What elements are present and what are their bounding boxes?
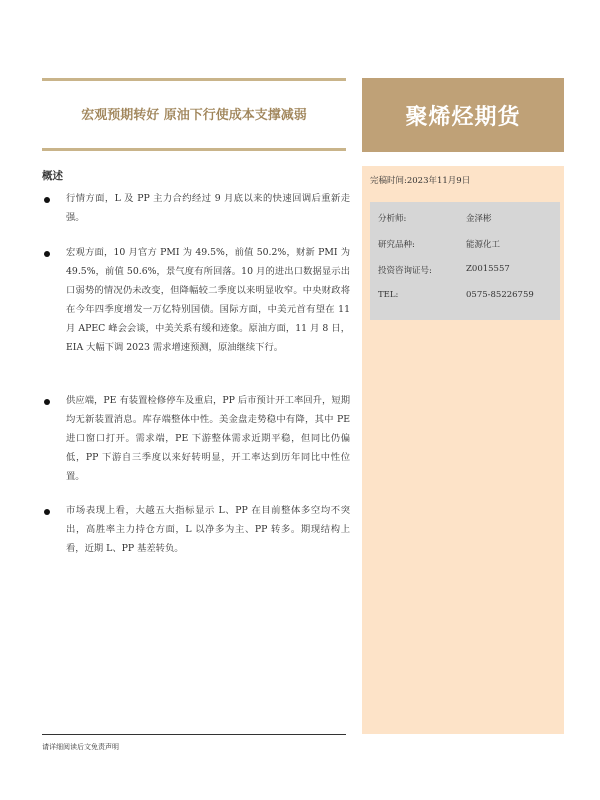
info-row-license: [378, 264, 510, 276]
info-row-category: [378, 238, 501, 250]
brand-banner: [362, 78, 564, 152]
side-panel: [362, 166, 564, 734]
bullet-dot-icon: [44, 399, 50, 405]
bullet-dot-icon: [44, 251, 50, 257]
info-value: 0575-85226759: [466, 290, 534, 300]
info-label: 研究品种:: [378, 240, 415, 250]
bullet-supply-demand: 供应端，PE 有装置检修停车及重启，PP 后市预计开工率回升，短期均无新装置消息。库存端整体中性。美金盘走势稳中有降，其中 PE 进口窗口打开。需求端，PE 下游整体需求近期平稳，但同比仍偏低，PP 下游自三季度以来好转明显，开工率达到历年同比中性位置。: [66, 395, 350, 482]
overview-heading: 概述: [42, 170, 63, 182]
bullet-market: 行情方面，L 及 PP 主力合约经过 9 月底以来的快速回调后重新走强。: [66, 193, 350, 223]
report-subtitle: 宏观预期转好 原油下行使成本支撑减弱: [81, 108, 307, 123]
info-row-analyst: [378, 212, 492, 224]
bullet-dot-icon: [44, 197, 50, 203]
analyst-info-box: [370, 202, 560, 320]
info-value: 能源化工: [466, 240, 501, 250]
brand-title: 聚烯烃期货: [405, 104, 521, 130]
bullet-market-performance: 市场表现上看，大越五大指标显示 L、PP 在目前整体多空均不突出，高胜率主力持仓方面，L 以净多为主、PP 转多。期现结构上看，近期 L、PP 基差转负。: [66, 505, 350, 554]
info-row-phone: [378, 290, 534, 300]
info-label: TEL:: [378, 290, 399, 300]
bullet-dot-icon: [44, 509, 50, 515]
info-label: 投资咨询证号:: [378, 266, 432, 276]
info-value: Z0015557: [466, 264, 510, 274]
bullet-macro: 宏观方面，10 月官方 PMI 为 49.5%，前值 50.2%，财新 PMI 为 49.5%，前值 50.6%，景气度有所回落。10 月的进出口数据显示出口弱势的情况仍未改变，但降幅较二季度以来明显收窄。中央财政将在今年四季度增发一万亿特别国债。国际方面，中美元首有望在 11 月 APEC 峰会会谈，中美关系有缓和迹象。原油方面，11 月 8 日，EIA 大幅下调 2023 需求增速预测，原油继续下行。: [66, 247, 350, 353]
header-top-rule: [42, 78, 346, 81]
disclaimer-note: 请详细阅读后文免责声明: [42, 743, 119, 751]
header-bottom-rule: [42, 148, 346, 151]
info-value: 金泽彬: [466, 214, 492, 224]
completion-date: 完稿时间:2023年11月9日: [370, 176, 471, 186]
info-label: 分析师:: [378, 214, 407, 224]
footer-rule: [42, 734, 346, 735]
